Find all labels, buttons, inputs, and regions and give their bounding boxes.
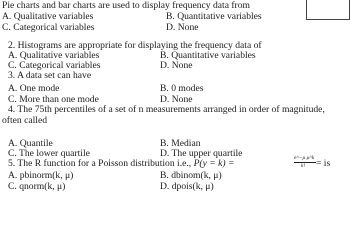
- q3-option-b[interactable]: B. 0 modes: [160, 83, 204, 94]
- q5-fraction-numerator: e^−μ μ^k: [294, 155, 315, 161]
- q5-text-suffix: = is: [316, 158, 331, 169]
- q5-text-prefix: 5. The R function for a Poisson distribution i.e.,: [8, 158, 194, 169]
- q5-option-d[interactable]: D. dpois(k, μ): [160, 181, 214, 192]
- q2-option-d[interactable]: D. None: [160, 60, 193, 71]
- q5-text: [8, 159, 234, 169]
- q1-option-a[interactable]: A. Qualitative variables: [2, 11, 94, 22]
- q2-text: 2. Histograms are appropriate for displaying the frequency data of: [8, 40, 262, 51]
- q5-fraction-denominator: k!: [301, 163, 306, 169]
- q2-option-c[interactable]: C. Categorical variables: [8, 60, 101, 71]
- q4-option-b[interactable]: B. Median: [160, 138, 201, 149]
- q4-option-a[interactable]: A. Quantile: [8, 138, 53, 149]
- q5-option-a[interactable]: A. pbinorm(k, μ): [8, 170, 74, 181]
- q1-option-d[interactable]: D. None: [166, 22, 199, 33]
- q3-option-a[interactable]: A. One mode: [8, 83, 60, 94]
- q3-option-c[interactable]: C. More than one mode: [8, 94, 99, 105]
- q3-option-d[interactable]: D. None: [160, 94, 193, 105]
- q1-option-c[interactable]: C. Categorical variables: [2, 22, 95, 33]
- q1-text: Pie charts and bar charts are used to display frequency data from: [2, 0, 251, 11]
- q2-option-a[interactable]: A. Qualitative variables: [8, 50, 100, 61]
- q3-text: 3. A data set can have: [8, 70, 92, 81]
- q4-option-c[interactable]: C. The lower quartile: [8, 148, 90, 159]
- q2-option-b[interactable]: B. Quantitative variables: [160, 50, 256, 61]
- q5-option-b[interactable]: B. dbinom(k, μ): [160, 170, 222, 181]
- q5-option-c[interactable]: C. qnorm(k, μ): [8, 181, 66, 192]
- q4-option-d[interactable]: D. The upper quartile: [160, 148, 243, 159]
- q4-text-line2: often called: [2, 115, 48, 126]
- q1-option-b[interactable]: B. Quantitative variables: [166, 11, 262, 22]
- q4-text-line1: 4. The 75th percentiles of a set of n measurements arranged in order of magnitude,: [8, 104, 325, 115]
- q5-pmf-lhs: P(y = k) =: [193, 158, 235, 169]
- answer-box[interactable]: [306, 0, 350, 20]
